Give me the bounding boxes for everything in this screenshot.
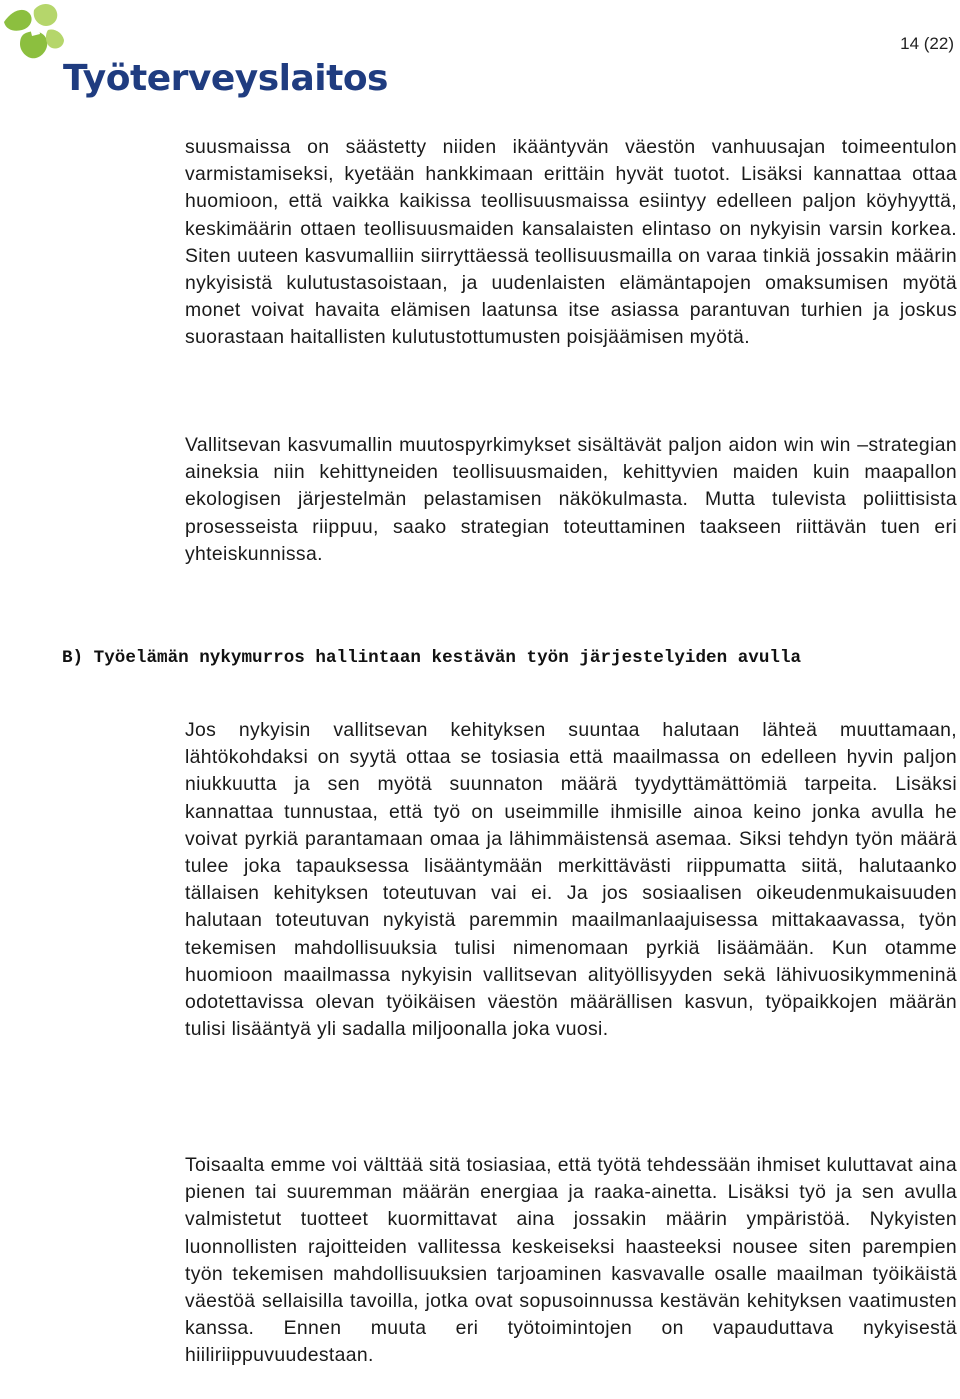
page-number: 14 (22) <box>900 34 954 53</box>
institute-logo-icon <box>0 0 70 70</box>
body-paragraph-2: Vallitsevan kasvumallin muutospyrkimykset sisältävät paljon aidon win win –strategian aineksia niin kehittyneiden teollisuusmaiden, kehittyvien maiden kuin maapallon ekologisen järjestelmän pelastamisen näkökulmasta. Mutta tulevista poliittisista prosesseista riippuu, saako strategian toteuttaminen taakseen riittävän tuen eri yhteiskunnissa. <box>185 434 957 565</box>
page-header <box>0 0 960 110</box>
section-heading: B) Työelämän nykymurros hallintaan kestävän työn järjestelyiden avulla <box>62 648 802 668</box>
body-paragraph-4: Toisaalta emme voi välttää sitä tosiasiaa, että työtä tehdessään ihmiset kuluttavat aina pienen tai suuremman määrän energiaa ja raaka-ainetta. Lisäksi työ ja sen avulla valmistetut tuotteet kuormittavat aina jossakin määrin ympäristöä. Nykyisten luonnollisten rajoitteiden vallitessa keskeiseksi haasteeksi nousee siten parempien työn tekemisen mahdollisuuksien tarjoaminen kasvavalle osalle maailman työikäistä väestöä sellaisilla tavoilla, jotka ovat sopusoinnussa kestävän kehityksen vaatimusten kanssa. Ennen muuta eri työtoimintojen on vapauduttava nykyisestä hiiliriippuvuudestaan. <box>185 1154 957 1367</box>
body-paragraph-1: suusmaissa on säästetty niiden ikääntyvän väestön vanhuusajan toimeentulon varmistamiseksi, kyetään hankkimaan erittäin hyvät tuotot. Lisäksi kannattaa ottaa huomioon, että vaikka kaikissa teollisuusmaissa esiintyy edelleen paljon köyhyyttä, keskimäärin ottaen teollisuusmaiden kansalaisten elintaso on nykyisin varsin korkea. Siten uuteen kasvumalliin siirryttäessä teollisuusmailla on varaa tinkiä jossakin määrin nykyisistä kulutustasoistaan, ja uudenlaisten elämäntapojen omaksumisen myötä monet voivat havaita elämisen laatunsa itse asiassa parantuvan turhien ja joskus suorastaan haitallisten kulutustottumusten poisjäämisen myötä. <box>185 136 957 349</box>
institute-logo <box>0 0 388 110</box>
logo-wordmark: Työterveyslaitos <box>63 58 388 99</box>
body-paragraph-3: Jos nykyisin vallitsevan kehityksen suuntaa halutaan lähteä muuttamaan, lähtökohdaksi on syytä ottaa se tosiasia että maailmassa on edelleen hyvin paljon niukkuutta ja sen myötä suunnaton määrä tyydyttämättömiä tarpeita. Lisäksi kannattaa tunnustaa, että työ on useimmille ihmisille ainoa keino jonka avulla he voivat pyrkiä parantamaan omaa ja lähimmäistensä asemaa. Siksi tehdyn työn määrä tulee joka tapauksessa lisääntymään merkittävästi riippumatta siitä, halutaanko tällaisen kehityksen toteutuvan vai ei. Ja jos sosiaalisen oikeudenmukaisuuden halutaan toteutuvan nykyistä paremmin maailmanlaajuisessa mittakaavassa, työn tekemisen mahdollisuuksia tulisi nimenomaan pyrkiä lisäämään. Kun otamme huomioon maailmassa nykyisin vallitsevan alityöllisyyden sekä lähivuosikymmeninä odotettavissa olevan työikäisen väestön määrällisen kasvun, työpaikkojen määrän tulisi lisääntyä yli sadalla miljoonalla joka vuosi. <box>185 719 957 1041</box>
